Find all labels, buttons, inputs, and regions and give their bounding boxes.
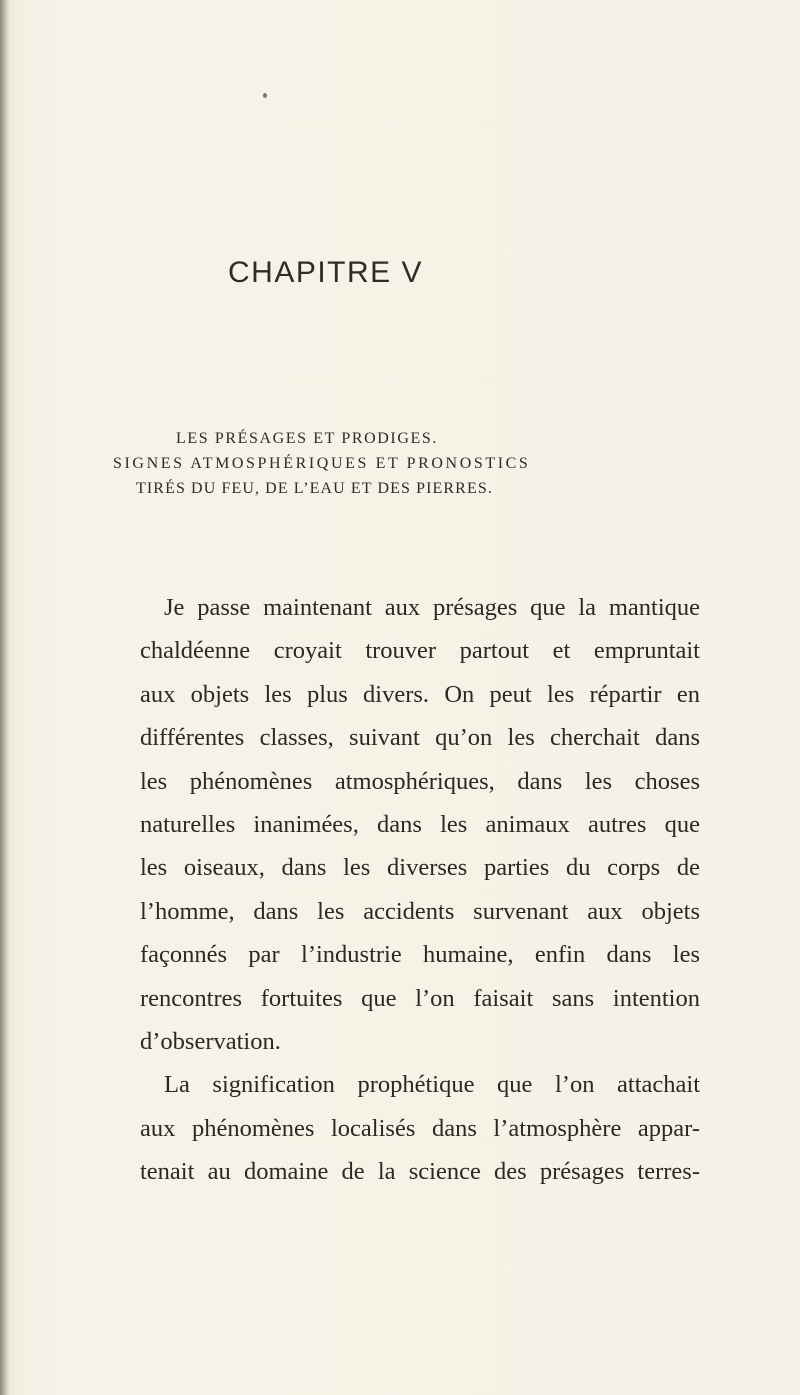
- text-line: La signification prophétique que l’on attachait: [164, 1071, 700, 1099]
- subtitle-line-1: LES PRÉSAGES ET PRODIGES.: [176, 430, 438, 447]
- text-line: aux objets les plus divers. On peut les répartir en: [140, 680, 700, 708]
- text-line: rencontres fortuites que l’on faisait sans intention: [140, 984, 700, 1012]
- text-line: façonnés par l’industrie humaine, enfin dans les: [140, 941, 700, 969]
- text-line: chaldéenne croyait trouver partout et empruntait: [140, 637, 700, 665]
- text-line: les oiseaux, dans les diverses parties du corps de: [140, 854, 700, 882]
- text-line: naturelles inanimées, dans les animaux autres que: [140, 810, 700, 838]
- chapter-title: CHAPITRE V: [228, 256, 424, 289]
- text-line: l’homme, dans les accidents survenant aux objets: [140, 897, 700, 925]
- paper-speck: [263, 93, 267, 98]
- body-paragraphs: [140, 586, 700, 1193]
- text-line: Je passe maintenant aux présages que la mantique: [164, 594, 700, 621]
- text-line: d’observation.: [140, 1027, 281, 1055]
- page-binding-edge: [0, 0, 10, 1395]
- text-line: tenait au domaine de la science des présages terres-: [140, 1158, 700, 1186]
- text-line: différentes classes, suivant qu’on les cherchait dans: [140, 724, 700, 752]
- text-line: aux phénomènes localisés dans l’atmosphère appar-: [140, 1114, 700, 1142]
- subtitle-line-3: TIRÉS DU FEU, DE L’EAU ET DES PIERRES.: [136, 480, 493, 497]
- subtitle-line-2: SIGNES ATMOSPHÉRIQUES ET PRONOSTICS: [113, 455, 531, 472]
- text-line: les phénomènes atmosphériques, dans les choses: [140, 767, 700, 795]
